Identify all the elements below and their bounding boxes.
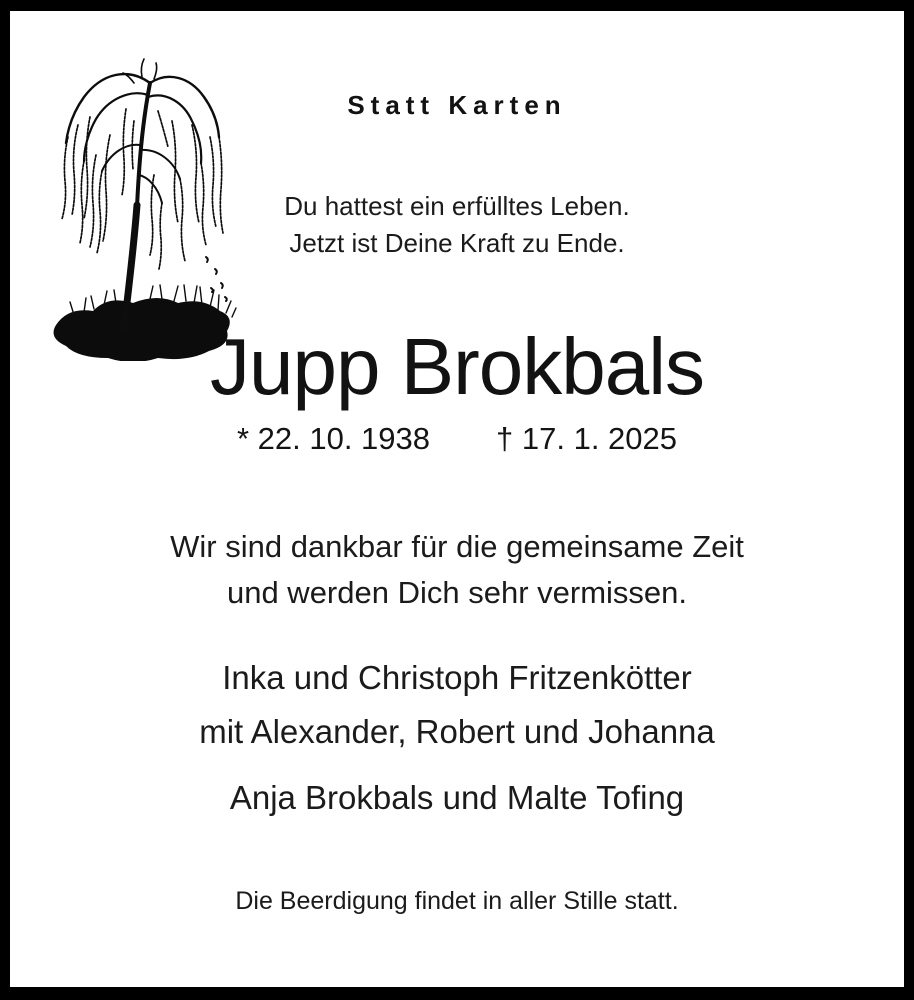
- tribute-text: [10, 524, 904, 616]
- mourners-line1: Inka und Christoph Fritzenkötter: [222, 659, 692, 696]
- life-dates: [10, 419, 904, 459]
- tribute-line1: Wir sind dankbar für die gemeinsame Zeit: [170, 529, 744, 564]
- notice-header: Statt Karten: [347, 90, 567, 120]
- epigraph-line2: Jetzt ist Deine Kraft zu Ende.: [289, 228, 625, 258]
- deceased-name: Jupp Brokbals: [210, 322, 704, 411]
- mourners-family: [10, 651, 904, 759]
- mourners-line2: mit Alexander, Robert und Johanna: [199, 713, 715, 750]
- mourners-second-family: Anja Brokbals und Malte Tofing: [229, 779, 685, 816]
- epigraph-line1: Du hattest ein erfülltes Leben.: [284, 191, 630, 221]
- epigraph: [10, 188, 904, 262]
- birth-date: * 22. 10. 1938: [236, 421, 431, 456]
- tribute-line2: und werden Dich sehr vermissen.: [226, 575, 688, 610]
- death-date: † 17. 1. 2025: [496, 421, 678, 456]
- funeral-note: Die Beerdigung findet in aller Stille statt.: [235, 887, 679, 915]
